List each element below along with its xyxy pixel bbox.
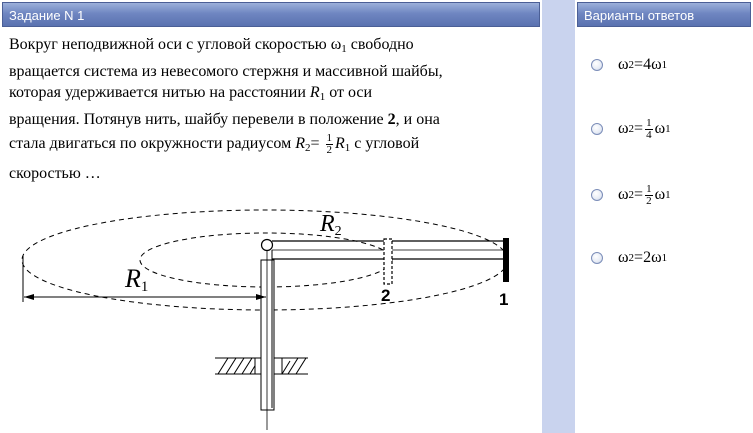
question-line-6: скоростью … (9, 164, 101, 182)
question-line-1: Вокруг неподвижной оси с угловой скоростью ω (9, 36, 342, 53)
puck-position-2 (384, 239, 392, 284)
r1-sub: 1 (319, 91, 326, 103)
r2-sub: 2 (304, 142, 311, 155)
label-r1: R1 (125, 264, 149, 295)
question-text (9, 34, 534, 184)
answer-option-1[interactable]: ω 2 = 4 ω 1 (591, 54, 667, 76)
puck-position-1 (503, 238, 509, 282)
answer-option-3[interactable]: ω 2 = $\frac{1}{2}$ ω 1 (591, 182, 671, 208)
label-r2: R2 (320, 211, 342, 239)
answers-header: Варианты ответов (577, 2, 751, 27)
question-line-3-end: от оси (325, 84, 373, 101)
question-line-1-end: свободно (346, 36, 414, 53)
radio-button[interactable] (591, 59, 603, 71)
position-2-bold: 2 (387, 110, 396, 128)
task-header: Задание N 1 (2, 2, 540, 27)
question-line-3: которая удерживается нитью на расстоянии (9, 84, 310, 101)
half-fraction: $\frac{1}{2}$ (326, 132, 332, 156)
r1-symbol-2: R (335, 135, 345, 153)
label-position-1: 1 (499, 290, 509, 309)
r1-sub-2: 1 (344, 142, 351, 155)
radio-button[interactable] (591, 252, 603, 264)
question-line-4: вращения. Потянув нить, шайбу перевели в положение (9, 110, 388, 128)
r2-symbol: R (295, 135, 305, 153)
r1-arrow-left (24, 294, 34, 300)
question-line-5: стала двигаться по окружности радиусом (9, 135, 296, 153)
r1-symbol: R (309, 84, 320, 101)
panel-divider (542, 0, 575, 433)
question-line-2: вращается система из невесомого стержня и массивной шайбы, (9, 62, 443, 80)
radio-button[interactable] (591, 123, 603, 135)
quarter-fraction: $\frac{1}{4}$ (646, 116, 652, 141)
radio-button[interactable] (591, 189, 603, 201)
rotation-diagram (10, 198, 535, 430)
half-fraction-option: $\frac{1}{2}$ (646, 182, 652, 207)
label-position-2: 2 (381, 286, 391, 305)
question-line-5-end: с угловой (350, 135, 420, 153)
equals-sign: = (310, 135, 320, 153)
bearing-right (274, 358, 282, 374)
pulley (262, 240, 273, 251)
omega-sub: 1 (341, 43, 347, 55)
question-line-4-end: , и она (395, 110, 440, 128)
answer-option-4[interactable]: ω 2 = 2 ω 1 (591, 247, 667, 269)
answer-option-2[interactable]: ω 2 = $\frac{1}{4}$ ω 1 (591, 116, 671, 142)
